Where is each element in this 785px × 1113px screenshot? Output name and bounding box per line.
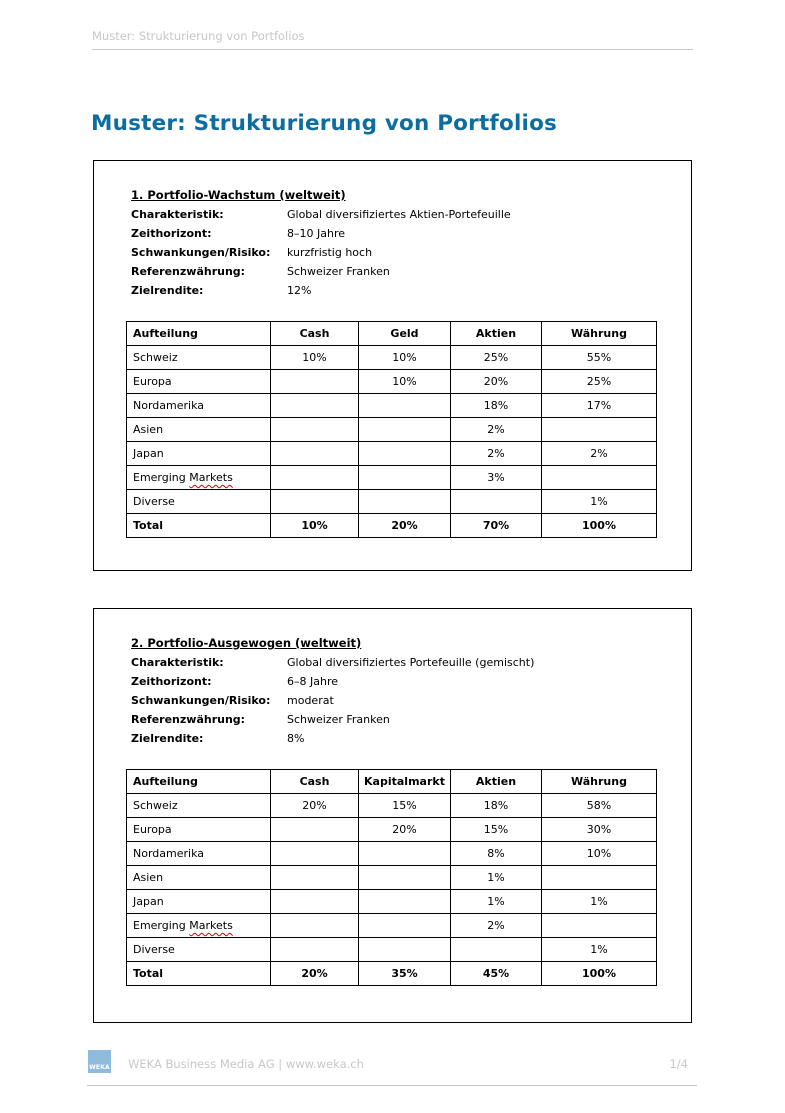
row-label: Diverse	[127, 938, 271, 962]
cell-value: 2%	[451, 418, 542, 442]
cell-value: 8%	[451, 842, 542, 866]
field-label: Charakteristik:	[131, 656, 224, 669]
cell-value	[359, 466, 451, 490]
field-label: Referenzwährung:	[131, 713, 246, 726]
row-label: Emerging Markets	[127, 914, 271, 938]
cell-value: 15%	[451, 818, 542, 842]
cell-value	[271, 938, 359, 962]
row-label: Japan	[127, 890, 271, 914]
cell-value: 35%	[359, 962, 451, 986]
running-header	[92, 29, 693, 50]
column-header: Cash	[271, 770, 359, 794]
cell-value	[271, 418, 359, 442]
cell-value: 1%	[542, 938, 657, 962]
row-label: Schweiz	[127, 794, 271, 818]
table-row	[127, 962, 657, 986]
field-list	[131, 205, 691, 300]
field-row	[131, 653, 691, 672]
cell-value: 25%	[542, 370, 657, 394]
cell-value: 1%	[451, 890, 542, 914]
cell-value: 2%	[451, 914, 542, 938]
field-row	[131, 691, 691, 710]
cell-value	[271, 890, 359, 914]
footer-text: WEKA Business Media AG | www.weka.ch	[128, 1057, 364, 1071]
allocation-table-wachstum	[126, 321, 657, 538]
cell-value	[359, 442, 451, 466]
cell-value: 10%	[359, 346, 451, 370]
cell-value: 58%	[542, 794, 657, 818]
cell-value: 17%	[542, 394, 657, 418]
field-value: 8–10 Jahre	[287, 227, 345, 240]
cell-value: 20%	[359, 514, 451, 538]
section-heading: 1. Portfolio-Wachstum (weltweit)	[131, 188, 346, 202]
table-row	[127, 818, 657, 842]
field-row	[131, 672, 691, 691]
section-heading: 2. Portfolio-Ausgewogen (weltweit)	[131, 636, 362, 650]
cell-value: 1%	[542, 890, 657, 914]
field-value: 12%	[287, 284, 312, 297]
field-label: Schwankungen/Risiko:	[131, 246, 271, 259]
column-header: Währung	[542, 322, 657, 346]
row-label: Asien	[127, 418, 271, 442]
cell-value	[271, 914, 359, 938]
cell-value	[359, 914, 451, 938]
cell-value	[542, 466, 657, 490]
section-portfolio-wachstum	[93, 160, 692, 571]
field-row	[131, 710, 691, 729]
field-label: Zielrendite:	[131, 732, 204, 745]
cell-value	[271, 818, 359, 842]
field-label: Zeithorizont:	[131, 675, 212, 688]
cell-value	[359, 938, 451, 962]
cell-value: 20%	[359, 818, 451, 842]
misspelled-word: Markets	[189, 919, 233, 932]
cell-value	[542, 914, 657, 938]
field-value: moderat	[287, 694, 334, 707]
column-header: Aktien	[451, 770, 542, 794]
cell-value: 1%	[542, 490, 657, 514]
cell-value: 70%	[451, 514, 542, 538]
field-row	[131, 729, 691, 748]
cell-value	[542, 866, 657, 890]
field-value: kurzfristig hoch	[287, 246, 373, 259]
table-row	[127, 370, 657, 394]
misspelled-word: Markets	[189, 471, 233, 484]
row-label: Schweiz	[127, 346, 271, 370]
column-header: Aktien	[451, 322, 542, 346]
cell-value: 1%	[451, 866, 542, 890]
field-value: Schweizer Franken	[287, 713, 390, 726]
cell-value	[451, 938, 542, 962]
cell-value: 20%	[271, 962, 359, 986]
table-header-row	[127, 770, 657, 794]
cell-value	[359, 490, 451, 514]
column-header: Aufteilung	[127, 322, 271, 346]
cell-value: 3%	[451, 466, 542, 490]
table-row	[127, 842, 657, 866]
cell-value	[451, 490, 542, 514]
field-label: Zielrendite:	[131, 284, 204, 297]
cell-value: 10%	[359, 370, 451, 394]
cell-value	[359, 890, 451, 914]
cell-value: 10%	[271, 514, 359, 538]
cell-value	[271, 842, 359, 866]
weka-logo	[88, 1050, 111, 1073]
field-value: 8%	[287, 732, 305, 745]
cell-value: 10%	[271, 346, 359, 370]
cell-value	[359, 866, 451, 890]
field-label: Referenzwährung:	[131, 265, 246, 278]
cell-value: 100%	[542, 514, 657, 538]
table-row	[127, 514, 657, 538]
row-label: Emerging Markets	[127, 466, 271, 490]
table-row	[127, 466, 657, 490]
field-row	[131, 262, 691, 281]
cell-value	[271, 442, 359, 466]
cell-value: 20%	[451, 370, 542, 394]
cell-value	[271, 490, 359, 514]
field-list	[131, 653, 691, 748]
cell-value: 55%	[542, 346, 657, 370]
cell-value: 10%	[542, 842, 657, 866]
table-row	[127, 794, 657, 818]
field-row	[131, 224, 691, 243]
row-label: Europa	[127, 818, 271, 842]
column-header: Kapitalmarkt	[359, 770, 451, 794]
cell-value: 20%	[271, 794, 359, 818]
field-value: Global diversifiziertes Aktien-Portefeuille	[287, 208, 511, 221]
table-row	[127, 442, 657, 466]
table-row	[127, 938, 657, 962]
cell-value: 100%	[542, 962, 657, 986]
column-header: Aufteilung	[127, 770, 271, 794]
row-label: Japan	[127, 442, 271, 466]
cell-value: 2%	[451, 442, 542, 466]
table-header-row	[127, 322, 657, 346]
field-row	[131, 281, 691, 300]
page-number: 1/4	[669, 1057, 688, 1071]
field-label: Schwankungen/Risiko:	[131, 694, 271, 707]
table-row	[127, 890, 657, 914]
cell-value	[271, 370, 359, 394]
table-row	[127, 490, 657, 514]
cell-value: 18%	[451, 394, 542, 418]
table-row	[127, 418, 657, 442]
field-label: Charakteristik:	[131, 208, 224, 221]
cell-value	[271, 394, 359, 418]
field-value: Global diversifiziertes Portefeuille (gemischt)	[287, 656, 535, 669]
field-value: 6–8 Jahre	[287, 675, 338, 688]
cell-value	[359, 418, 451, 442]
field-label: Zeithorizont:	[131, 227, 212, 240]
cell-value: 25%	[451, 346, 542, 370]
column-header: Währung	[542, 770, 657, 794]
table-row	[127, 394, 657, 418]
cell-value: 45%	[451, 962, 542, 986]
cell-value: 30%	[542, 818, 657, 842]
table-row	[127, 914, 657, 938]
row-label: Asien	[127, 866, 271, 890]
running-header-text: Muster: Strukturierung von Portfolios	[92, 29, 305, 43]
cell-value: 18%	[451, 794, 542, 818]
cell-value	[359, 842, 451, 866]
field-row	[131, 243, 691, 262]
row-label: Total	[127, 514, 271, 538]
page-title: Muster: Strukturierung von Portfolios	[91, 111, 558, 136]
cell-value	[271, 866, 359, 890]
cell-value	[542, 418, 657, 442]
table-row	[127, 346, 657, 370]
cell-value	[359, 394, 451, 418]
section-portfolio-ausgewogen	[93, 608, 692, 1023]
row-label: Europa	[127, 370, 271, 394]
field-row	[131, 205, 691, 224]
allocation-table-ausgewogen	[126, 769, 657, 986]
cell-value	[271, 466, 359, 490]
row-label: Nordamerika	[127, 842, 271, 866]
row-label: Diverse	[127, 490, 271, 514]
row-label: Total	[127, 962, 271, 986]
cell-value: 15%	[359, 794, 451, 818]
field-value: Schweizer Franken	[287, 265, 390, 278]
row-label: Nordamerika	[127, 394, 271, 418]
footer-rule	[87, 1085, 697, 1086]
table-row	[127, 866, 657, 890]
cell-value: 2%	[542, 442, 657, 466]
column-header: Geld	[359, 322, 451, 346]
column-header: Cash	[271, 322, 359, 346]
weka-logo-text: WEKA	[89, 1064, 110, 1071]
